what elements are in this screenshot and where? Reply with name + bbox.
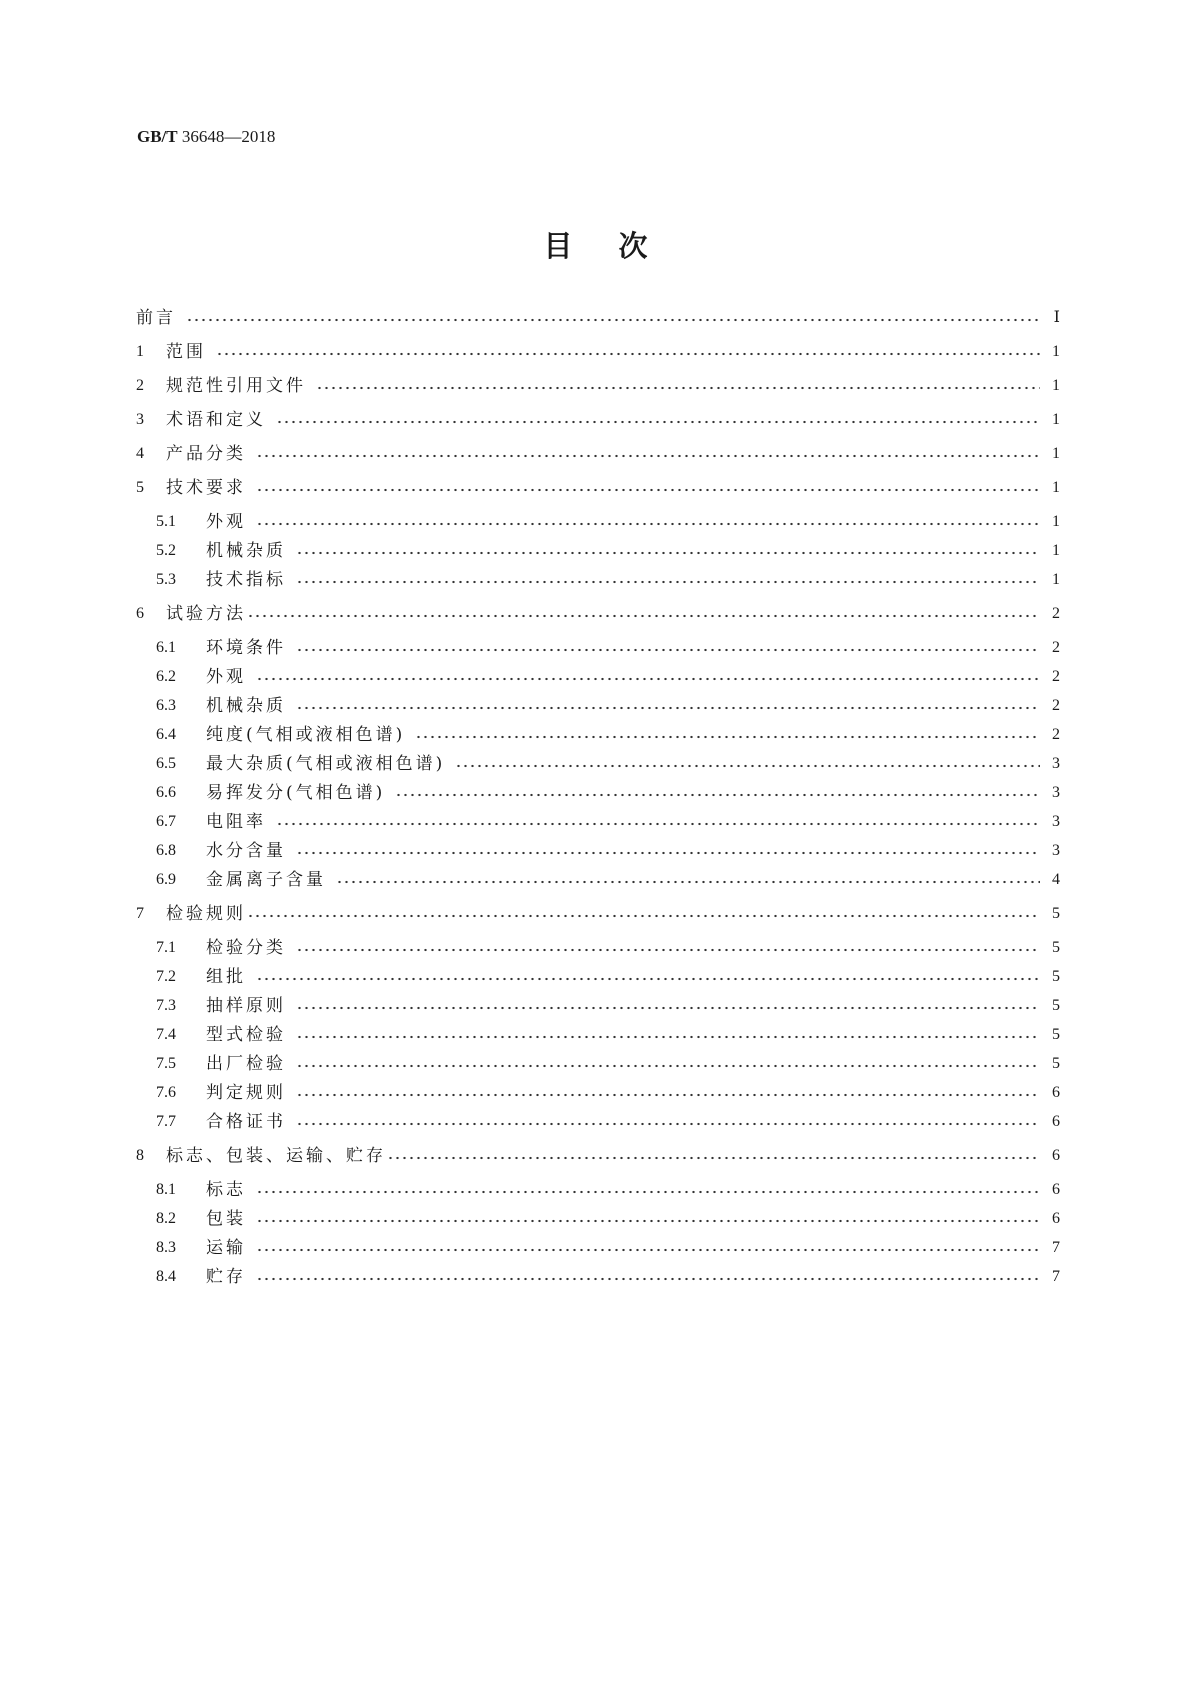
toc-entry-6-8[interactable] — [156, 839, 1060, 863]
toc-entry-label: 型式检验 — [206, 1025, 286, 1045]
toc-leader-dots — [387, 1156, 1040, 1160]
toc-entry-6-9[interactable] — [156, 868, 1060, 892]
toc-entry-number: 8.3 — [156, 1239, 176, 1256]
toc-entry-page: Ⅰ — [1053, 309, 1060, 326]
toc-leader-dots — [186, 318, 1040, 322]
standard-prefix: GB/T — [137, 127, 178, 146]
toc-entry-number: 5.3 — [156, 571, 176, 588]
toc-leader-dots — [256, 1219, 1040, 1223]
toc-entry-label: 出厂检验 — [206, 1054, 286, 1074]
toc-leader-dots — [296, 1006, 1040, 1010]
toc-leader-dots — [256, 1190, 1040, 1194]
toc-entry-8-3[interactable] — [156, 1236, 1060, 1260]
page-title: 目次 — [543, 229, 694, 263]
toc-entry-label: 范围 — [166, 342, 206, 362]
toc-entry-6-6[interactable] — [156, 781, 1060, 805]
toc-entry-label: 贮存 — [206, 1267, 246, 1287]
toc-entry-number: 7.5 — [156, 1055, 176, 1072]
toc-entry-7[interactable] — [136, 902, 1060, 926]
toc-entry-label: 标志、包装、运输、贮存 — [166, 1146, 386, 1166]
toc-entry-7-4[interactable] — [156, 1023, 1060, 1047]
toc-entry-label: 检验规则 — [166, 904, 246, 924]
toc-entry-label: 抽样原则 — [206, 996, 286, 1016]
toc-entry-label: 电阻率 — [206, 812, 266, 832]
toc-entry-number: 7.6 — [156, 1084, 176, 1101]
toc-entry-page: 1 — [1052, 343, 1060, 360]
toc-entry-page: 1 — [1052, 479, 1060, 496]
toc-entry-page: 2 — [1052, 697, 1060, 714]
toc-entry-label: 环境条件 — [206, 638, 286, 658]
toc-entry-7-6[interactable] — [156, 1081, 1060, 1105]
toc-entry-page: 6 — [1052, 1084, 1060, 1101]
toc-leader-dots — [296, 1035, 1040, 1039]
toc-entry-page: 1 — [1052, 542, 1060, 559]
toc-entry-number: 7.7 — [156, 1113, 176, 1130]
toc-entry-page: 6 — [1052, 1113, 1060, 1130]
toc-leader-dots — [296, 948, 1040, 952]
toc-entry-page: 5 — [1052, 939, 1060, 956]
toc-entry-page: 1 — [1052, 445, 1060, 462]
toc-entry-label: 易挥发分(气相色谱) — [206, 783, 386, 803]
toc-entry-number: 7.3 — [156, 997, 176, 1014]
toc-leader-dots — [276, 420, 1040, 424]
toc-entry-6-7[interactable] — [156, 810, 1060, 834]
toc-entry-page: 3 — [1052, 842, 1060, 859]
toc-entry-number: 8.4 — [156, 1268, 176, 1285]
toc-leader-dots — [256, 677, 1040, 681]
toc-entry-page: 2 — [1052, 605, 1060, 622]
toc-leader-dots — [247, 914, 1040, 918]
toc-entry-6-3[interactable] — [156, 694, 1060, 718]
toc-entry-page: 5 — [1052, 1026, 1060, 1043]
toc-leader-dots — [296, 580, 1040, 584]
toc-entry-page: 6 — [1052, 1181, 1060, 1198]
toc-entry-page: 4 — [1052, 871, 1060, 888]
toc-leader-dots — [395, 793, 1040, 797]
toc-entry-number: 7 — [136, 905, 144, 922]
toc-entry-label: 金属离子含量 — [206, 870, 326, 890]
toc-entry-6-5[interactable] — [156, 752, 1060, 776]
toc-entry-number: 6.9 — [156, 871, 176, 888]
toc-entry-number: 6.7 — [156, 813, 176, 830]
toc-entry-page: 7 — [1052, 1268, 1060, 1285]
toc-entry-5-2[interactable] — [156, 539, 1060, 563]
toc-entry-6-4[interactable] — [156, 723, 1060, 747]
toc-entry-6-2[interactable] — [156, 665, 1060, 689]
toc-entry-label: 合格证书 — [206, 1112, 286, 1132]
toc-entry-number: 6.8 — [156, 842, 176, 859]
toc-leader-dots — [336, 880, 1040, 884]
toc-entry-label: 包装 — [206, 1209, 246, 1229]
toc-entry-7-1[interactable] — [156, 936, 1060, 960]
toc-entry-label: 机械杂质 — [206, 696, 286, 716]
toc-entry-number: 7.4 — [156, 1026, 176, 1043]
toc-entry-8-2[interactable] — [156, 1207, 1060, 1231]
toc-entry-page: 6 — [1052, 1147, 1060, 1164]
toc-entry-page: 3 — [1052, 784, 1060, 801]
toc-entry-label: 技术要求 — [166, 478, 246, 498]
toc-entry-number: 3 — [136, 411, 144, 428]
toc-leader-dots — [296, 706, 1040, 710]
toc-entry-page: 5 — [1052, 997, 1060, 1014]
toc-entry-number: 2 — [136, 377, 144, 394]
toc-entry-1[interactable] — [136, 340, 1060, 364]
toc-entry-3[interactable] — [136, 408, 1060, 432]
toc-entry-label: 检验分类 — [206, 938, 286, 958]
toc-leader-dots — [296, 1093, 1040, 1097]
standard-code: 36648—2018 — [181, 127, 276, 146]
toc-entry-number: 1 — [136, 343, 144, 360]
toc-entry-8-1[interactable] — [156, 1178, 1060, 1202]
toc-entry-page: 3 — [1052, 755, 1060, 772]
toc-entry-page: 2 — [1052, 668, 1060, 685]
table-of-contents — [136, 0, 1060, 1684]
toc-leader-dots — [296, 1122, 1040, 1126]
toc-leader-dots — [296, 1064, 1040, 1068]
toc-entry-8[interactable] — [136, 1144, 1060, 1168]
toc-leader-dots — [455, 764, 1040, 768]
toc-entry-page: 1 — [1052, 513, 1060, 530]
toc-entry-page: 5 — [1052, 1055, 1060, 1072]
toc-entry-label: 组批 — [206, 967, 246, 987]
toc-leader-dots — [256, 1277, 1040, 1281]
toc-entry-2[interactable] — [136, 374, 1060, 398]
toc-entry-label: 标志 — [206, 1180, 246, 1200]
toc-entry-page: 1 — [1052, 411, 1060, 428]
toc-entry-number: 6.5 — [156, 755, 176, 772]
toc-entry-label: 产品分类 — [166, 444, 246, 464]
toc-entry-8-4[interactable] — [156, 1265, 1060, 1289]
toc-entry-label: 技术指标 — [206, 570, 286, 590]
toc-entry-number: 7.2 — [156, 968, 176, 985]
toc-entry-label: 判定规则 — [206, 1083, 286, 1103]
toc-entry-label: 外观 — [206, 667, 246, 687]
toc-entry-7-7[interactable] — [156, 1110, 1060, 1134]
toc-entry-6-1[interactable] — [156, 636, 1060, 660]
toc-entry-number: 6 — [136, 605, 144, 622]
toc-leader-dots — [415, 735, 1040, 739]
toc-entry-label: 机械杂质 — [206, 541, 286, 561]
toc-leader-dots — [256, 977, 1040, 981]
toc-entry-4[interactable] — [136, 442, 1060, 466]
toc-entry-number: 5.1 — [156, 513, 176, 530]
toc-entry-7-2[interactable] — [156, 965, 1060, 989]
toc-entry-page: 2 — [1052, 726, 1060, 743]
toc-entry-number: 6.3 — [156, 697, 176, 714]
toc-entry-page: 3 — [1052, 813, 1060, 830]
toc-entry-page: 1 — [1052, 571, 1060, 588]
toc-entry-number: 6.4 — [156, 726, 176, 743]
toc-entry-label: 运输 — [206, 1238, 246, 1258]
toc-entry-number: 8.2 — [156, 1210, 176, 1227]
toc-entry-label: 水分含量 — [206, 841, 286, 861]
toc-entry-label: 术语和定义 — [166, 410, 266, 430]
toc-entry-number: 6.2 — [156, 668, 176, 685]
toc-leader-dots — [256, 522, 1040, 526]
toc-entry-number: 5.2 — [156, 542, 176, 559]
toc-entry-page: 2 — [1052, 639, 1060, 656]
toc-entry-page: 5 — [1052, 968, 1060, 985]
toc-entry-label: 试验方法 — [166, 604, 246, 624]
toc-leader-dots — [276, 822, 1040, 826]
toc-entry-number: 8.1 — [156, 1181, 176, 1198]
toc-entry-preface[interactable] — [136, 306, 1060, 330]
toc-leader-dots — [256, 488, 1040, 492]
toc-leader-dots — [316, 386, 1040, 390]
toc-entry-number: 4 — [136, 445, 144, 462]
toc-entry-number: 5 — [136, 479, 144, 496]
toc-entry-label: 外观 — [206, 512, 246, 532]
toc-leader-dots — [296, 551, 1040, 555]
toc-entry-page: 6 — [1052, 1210, 1060, 1227]
toc-leader-dots — [296, 648, 1040, 652]
toc-entry-label: 规范性引用文件 — [166, 376, 306, 396]
toc-entry-page: 5 — [1052, 905, 1060, 922]
toc-entry-5-1[interactable] — [156, 510, 1060, 534]
toc-entry-page: 1 — [1052, 377, 1060, 394]
toc-entry-7-3[interactable] — [156, 994, 1060, 1018]
toc-entry-6[interactable] — [136, 602, 1060, 626]
toc-entry-number: 8 — [136, 1147, 144, 1164]
toc-leader-dots — [216, 352, 1040, 356]
toc-entry-label: 纯度(气相或液相色谱) — [206, 725, 406, 745]
toc-entry-5-3[interactable] — [156, 568, 1060, 592]
toc-entry-5[interactable] — [136, 476, 1060, 500]
toc-leader-dots — [256, 1248, 1040, 1252]
toc-entry-number: 6.6 — [156, 784, 176, 801]
toc-leader-dots — [296, 851, 1040, 855]
toc-entry-7-5[interactable] — [156, 1052, 1060, 1076]
toc-entry-number: 6.1 — [156, 639, 176, 656]
toc-entry-number: 7.1 — [156, 939, 176, 956]
toc-leader-dots — [256, 454, 1040, 458]
toc-entry-label: 最大杂质(气相或液相色谱) — [206, 754, 446, 774]
toc-entry-page: 7 — [1052, 1239, 1060, 1256]
toc-leader-dots — [247, 614, 1040, 618]
toc-entry-label: 前言 — [136, 308, 176, 328]
